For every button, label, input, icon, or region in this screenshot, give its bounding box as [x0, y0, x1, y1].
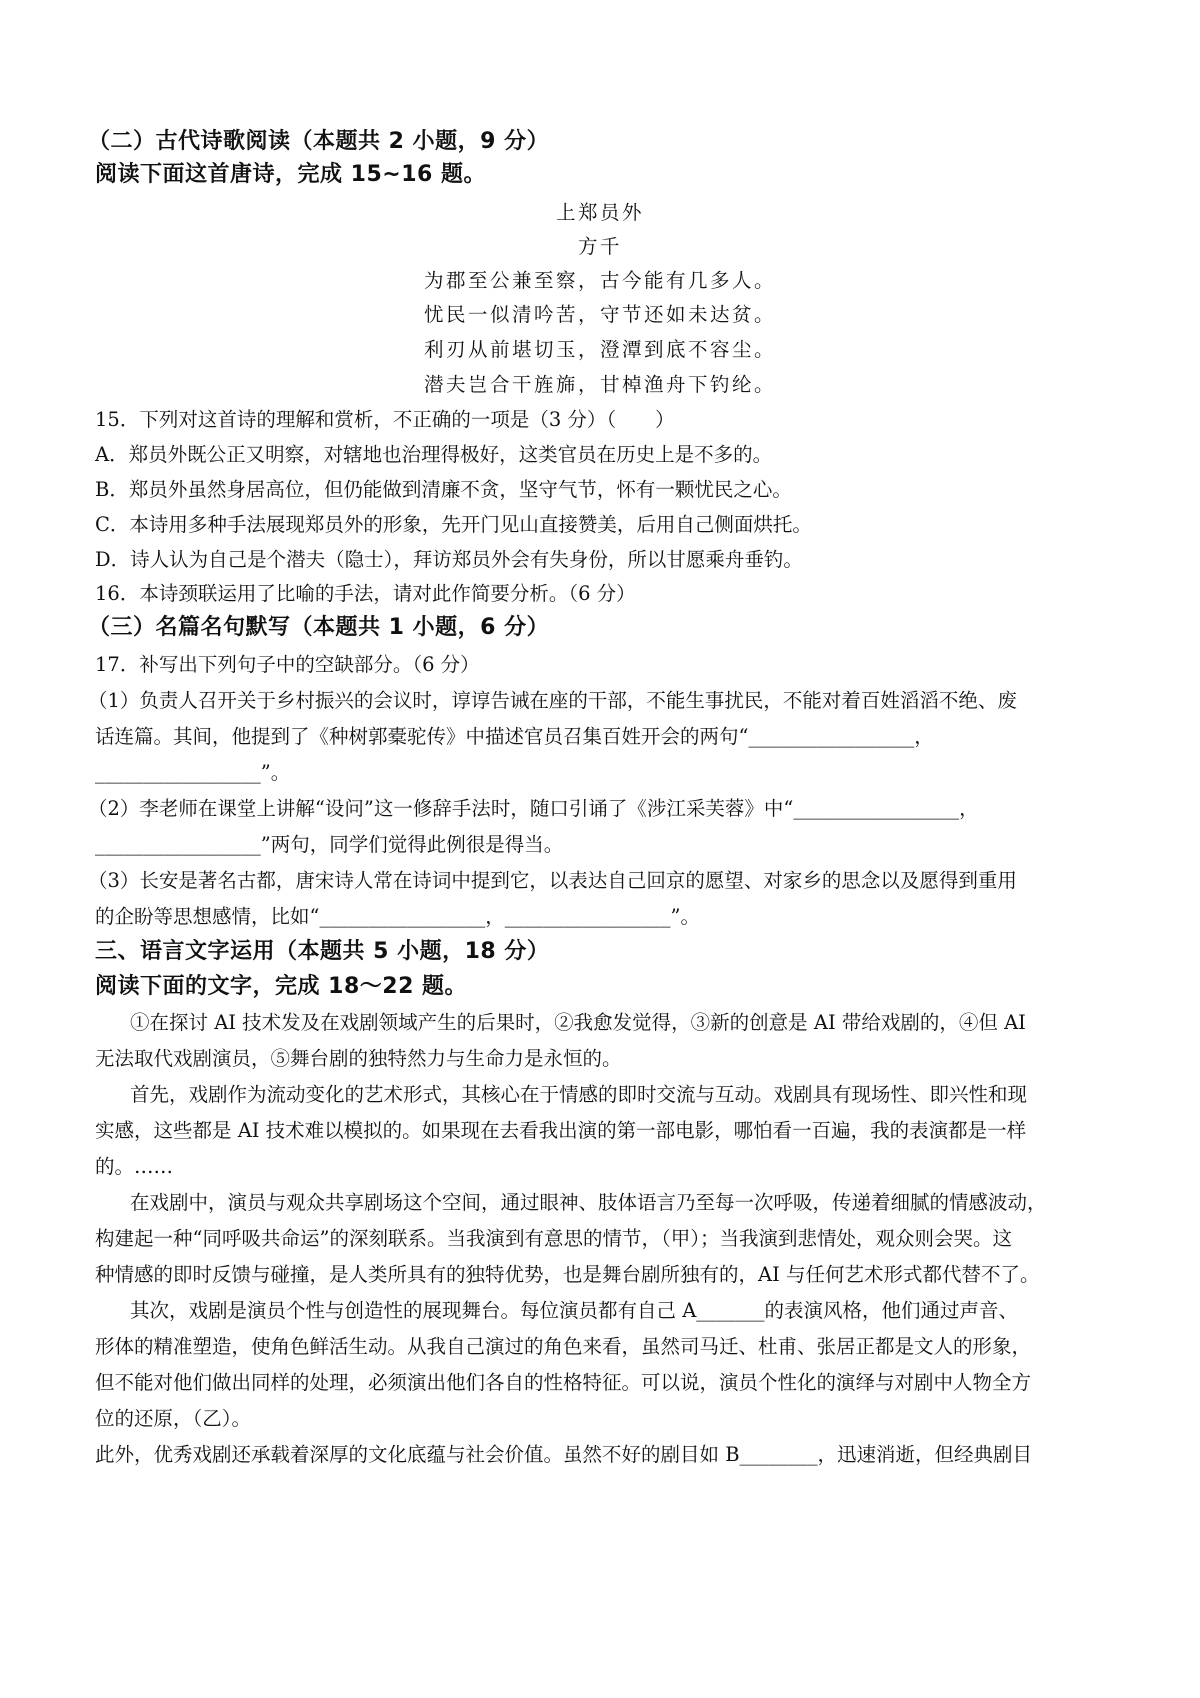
q17-line: 话连篇。其间，他提到了《种树郭橐驼传》中描述官员召集百姓开会的两句“_________________， [95, 725, 934, 748]
poem-line: 忧民一似清吟苦，守节还如未达贫。 [423, 303, 776, 326]
poem-line: 潜夫岂合干旌旆，甘棹渔舟下钓纶。 [423, 373, 776, 396]
poem-title: 上郑员外 [555, 201, 644, 224]
q17-line: _________________”。 [95, 761, 291, 784]
q17-line: （2）李老师在课堂上讲解“设问”这一修辞手法时，随口引诵了《涉江采芙蓉》中“_________________， [88, 797, 979, 820]
q17-line: _________________”两句，同学们觉得此例很是得当。 [95, 833, 564, 856]
q17-line: （1）负责人召开关于乡村振兴的会议时，谆谆告诫在座的干部，不能生事扰民，不能对着百姓滔滔不绝、废 [88, 689, 1017, 712]
q16-stem: 16．本诗颈联运用了比喻的手法，请对此作简要分析。（6 分） [95, 582, 636, 605]
q15-option-b: B．郑员外虽然身居高位，但仍能做到清廉不贪，坚守气节，怀有一颗忧民之心。 [95, 478, 792, 501]
passage-line: 无法取代戏剧演员，⑤舞台剧的独特然力与生命力是永恒的。 [95, 1047, 622, 1070]
passage-line: 构建起一种“同呼吸共命运”的深刻联系。当我演到有意思的情节，（甲）；当我演到悲情处，观众则会哭。这 [95, 1227, 1012, 1250]
part-3-instruction: 阅读下面的文字，完成 18～22 题。 [95, 974, 468, 999]
section-2-heading: （二）古代诗歌阅读（本题共 2 小题，9 分） [88, 129, 550, 154]
q17-line: 的企盼等思想感情，比如“_________________，_________________”。 [95, 905, 700, 928]
passage-line: 的。…… [95, 1155, 174, 1178]
poem-author: 方千 [577, 235, 622, 258]
part-3-heading: 三、语言文字运用（本题共 5 小题，18 分） [95, 939, 550, 964]
passage-line: ①在探讨 AI 技术发及在戏剧领域产生的后果时，②我愈发觉得，③新的创意是 AI 带给戏剧的，④但 AI [130, 1011, 1026, 1034]
passage-line: 实感，这些都是 AI 技术难以模拟的。如果现在去看我出演的第一部电影，哪怕看一百遍，我的表演都是一样 [95, 1119, 1027, 1142]
passage-line: 在戏剧中，演员与观众共享剧场这个空间，通过眼神、肢体语言乃至每一次呼吸，传递着细腻的情感波动， [130, 1191, 1047, 1214]
q15-option-d: D．诗人认为自己是个潜夫（隐士），拜访郑员外会有失身份，所以甘愿乘舟垂钓。 [95, 548, 803, 571]
poem-line: 利刃从前堪切玉，澄潭到底不容尘。 [423, 338, 776, 361]
q17-line: （3）长安是著名古都，唐宋诗人常在诗词中提到它，以表达自己回京的愿望、对家乡的思念以及愿得到重用 [88, 869, 1017, 892]
q15-option-a: A．郑员外既公正又明察，对辖地也治理得极好，这类官员在历史上是不多的。 [95, 443, 773, 466]
passage-line: 但不能对他们做出同样的处理，必须演出他们各自的性格特征。可以说，演员个性化的演绎与对剧中人物全方 [95, 1371, 1032, 1394]
section-2-instruction: 阅读下面这首唐诗，完成 15~16 题。 [95, 162, 486, 187]
passage-line: 此外，优秀戏剧还承载着深厚的文化底蕴与社会价值。虽然不好的剧目如 B________，迅速消逝，但经典剧目 [95, 1443, 1033, 1466]
passage-line: 位的还原，（乙）。 [95, 1407, 252, 1430]
section-3-heading: （三）名篇名句默写（本题共 1 小题，6 分） [88, 615, 550, 640]
passage-line: 其次，戏剧是演员个性与创造性的展现舞台。每位演员都有自己 A_______的表演风格，他们通过声音、 [130, 1299, 1019, 1322]
q17-stem: 17．补写出下列句子中的空缺部分。（6 分） [95, 653, 480, 676]
poem-line: 为郡至公兼至察，古今能有几多人。 [423, 269, 776, 292]
passage-line: 首先，戏剧作为流动变化的艺术形式，其核心在于情感的即时交流与互动。戏剧具有现场性、即兴性和现 [130, 1083, 1028, 1106]
q15-stem: 15．下列对这首诗的理解和赏析，不正确的一项是（3 分）（ ） [95, 408, 675, 431]
passage-line: 种情感的即时反馈与碰撞，是人类所具有的独特优势，也是舞台剧所独有的，AI 与任何艺术形式都代替不了。 [95, 1263, 1040, 1286]
passage-line: 形体的精准塑造，使角色鲜活生动。从我自己演过的角色来看，虽然司马迁、杜甫、张居正都是文人的形象， [95, 1335, 1032, 1358]
q15-option-c: C．本诗用多种手法展现郑员外的形象，先开门见山直接赞美，后用自己侧面烘托。 [95, 513, 812, 536]
